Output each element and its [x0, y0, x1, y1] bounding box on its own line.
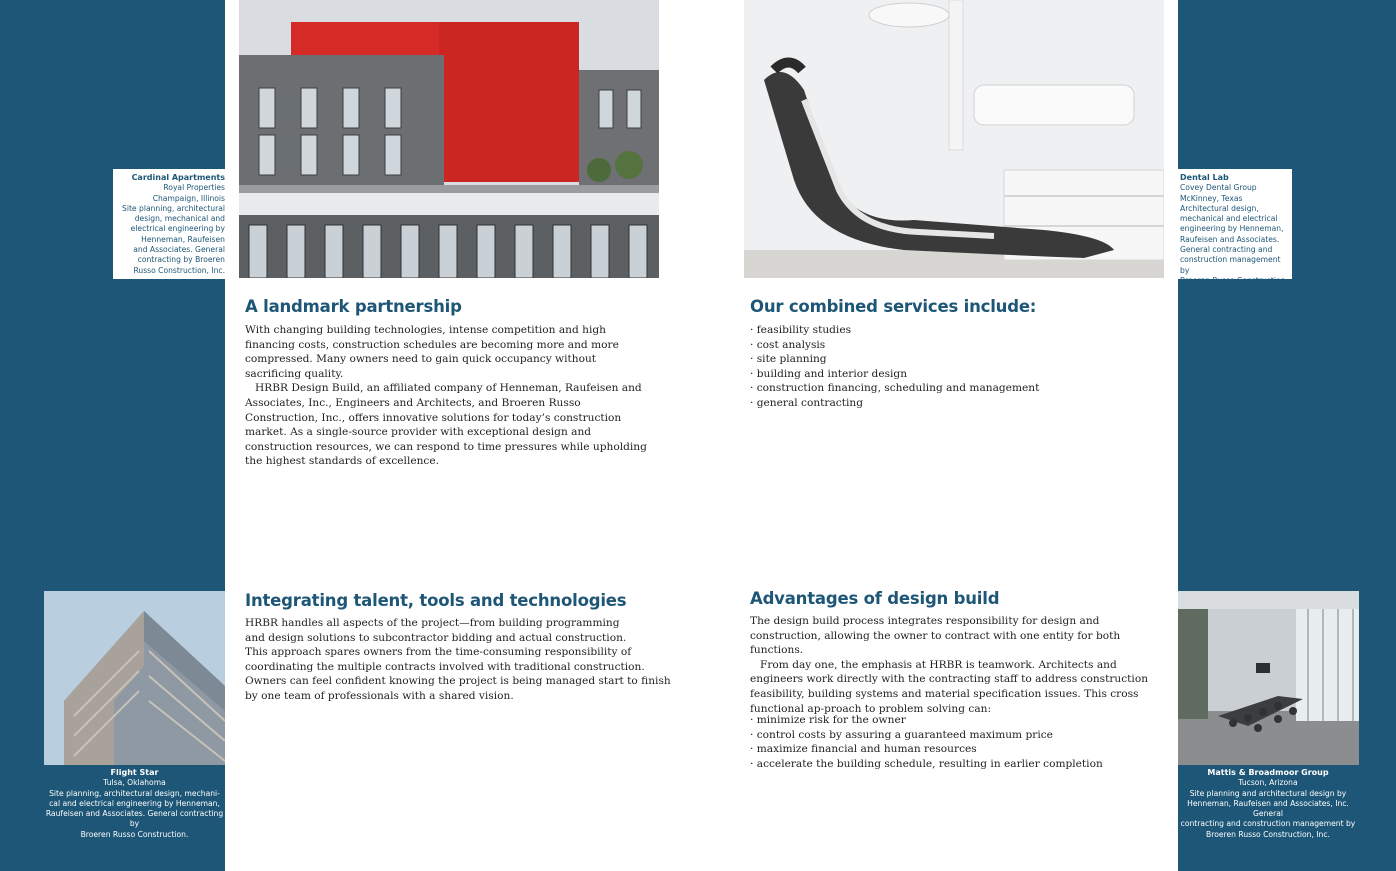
integrating-heading: Integrating talent, tools and technologies [245, 591, 627, 610]
landmark-body [245, 323, 655, 469]
advantages-list [750, 713, 1155, 771]
caption-line: Russo Construction, Inc. [133, 265, 225, 275]
caption-line: design, mechanical and [134, 214, 225, 224]
caption-title: Mattis & Broadmoor Group [1207, 768, 1329, 777]
caption-line: General contracting and [1180, 245, 1273, 255]
caption-line: contracting by Broeren [137, 255, 225, 265]
list-item: · minimize risk for the owner [750, 713, 1155, 728]
integrating-line: HRBR handles all aspects of the project—from building programming [245, 617, 620, 629]
advantages-paragraph-1: The design build process integrates responsibility for design and construction, allowing the owner to contract with one entity for both functions. [750, 615, 1121, 657]
list-item: · feasibility studies [750, 323, 1150, 338]
list-item: · accelerate the building schedule, resulting in earlier completion [750, 757, 1155, 772]
caption-title: Dental Lab [1180, 173, 1229, 182]
list-item: · building and interior design [750, 367, 1150, 382]
caption-line: Site planning and architectural design by [1189, 788, 1347, 798]
cardinal-apartments-photo [239, 0, 659, 278]
caption-line: Tulsa, Oklahoma [103, 778, 166, 788]
cardinal-apartments-caption [113, 169, 229, 279]
dental-lab-photo [744, 0, 1164, 278]
flight-star-photo [44, 591, 225, 765]
caption-line: Covey Dental Group [1180, 183, 1257, 193]
caption-line: Broeren Russo Construction. [80, 829, 189, 839]
caption-line: Raufeisen and Associates. [1180, 234, 1280, 244]
list-item: · site planning [750, 352, 1150, 367]
caption-line: Henneman, Raufeisen [141, 234, 225, 244]
caption-line: McKinney, Texas [1180, 193, 1243, 203]
caption-title: Flight Star [110, 768, 159, 777]
caption-line: Site planning, architectural design, mechani- [49, 788, 220, 798]
services-list [750, 323, 1150, 411]
list-item: · general contracting [750, 396, 1150, 411]
caption-line: engineering by Henneman, [1180, 224, 1284, 234]
integrating-line: coordinating the multiple contracts involved with traditional construction. [245, 660, 645, 673]
integrating-line: and design solutions to subcontractor bidding and actual construction. [245, 631, 627, 644]
advantages-heading: Advantages of design build [750, 589, 1000, 608]
services-heading: Our combined services include: [750, 297, 1037, 316]
caption-line: electrical engineering by [130, 224, 225, 234]
integrating-line: This approach spares owners from the time-consuming responsibility of [245, 646, 632, 659]
caption-line: Site planning, architectural [122, 203, 225, 213]
list-item: · control costs by assuring a guaranteed maximum price [750, 728, 1155, 743]
caption-line: cal and electrical engineering by Henneman, [49, 798, 220, 808]
caption-title: Cardinal Apartments [131, 173, 225, 182]
caption-line: Tucson, Arizona [1238, 778, 1298, 788]
caption-line: construction management by [1180, 255, 1281, 275]
landmark-paragraph-1: With changing building technologies, intense competition and high financing costs, construction schedules are becoming more and more compressed. Many owners need to gain quick occupancy without sacrificing quality. [245, 324, 619, 380]
advantages-paragraph-2: From day one, the emphasis at HRBR is teamwork. Architects and engineers work directly with the contracting staff to address construction feasibility, building systems and material specification issues. This cross functional ap-proach to problem solving can: [750, 658, 1149, 715]
list-item: · maximize financial and human resources [750, 742, 1155, 757]
caption-line: Champaign, Illinois [152, 193, 225, 203]
dental-lab-caption [1178, 169, 1292, 285]
caption-line: contracting and construction management by [1180, 819, 1356, 829]
flight-star-caption [44, 768, 225, 840]
mattis-broadmoor-caption [1174, 768, 1362, 840]
caption-line: Royal Properties [163, 183, 225, 193]
list-item: · construction financing, scheduling and management [750, 381, 1150, 396]
integrating-body [245, 616, 675, 704]
mattis-broadmoor-photo [1178, 591, 1359, 765]
landmark-paragraph-2: HRBR Design Build, an affiliated company of Henneman, Raufeisen and Associates, Inc., Engineers and Architects, and Broeren Russo Construction, Inc., offers innovative solutions for today’s construction market. As a single-source provider with exceptional design and construction resources, we can respond to time pressures while upholding the highest standards of excellence. [245, 382, 647, 468]
list-item: · cost analysis [750, 338, 1150, 353]
integrating-line: by one team of professionals with a shared vision. [245, 689, 514, 702]
advantages-body [750, 614, 1155, 716]
caption-line: Broeren Russo Construction, Inc. [1206, 829, 1330, 839]
caption-line: Architectural design, [1180, 203, 1259, 213]
caption-line: Raufeisen and Associates. General contracting by [45, 809, 224, 829]
integrating-line: Owners can feel confident knowing the project is being managed start to finish [245, 675, 671, 688]
caption-line: mechanical and electrical [1180, 214, 1278, 224]
caption-line: Henneman, Raufeisen and Associates, Inc. General [1187, 798, 1349, 819]
caption-line: Broeren Russo Construction. [1180, 275, 1288, 285]
landmark-heading: A landmark partnership [245, 297, 462, 316]
caption-line: and Associates. General [133, 245, 225, 255]
